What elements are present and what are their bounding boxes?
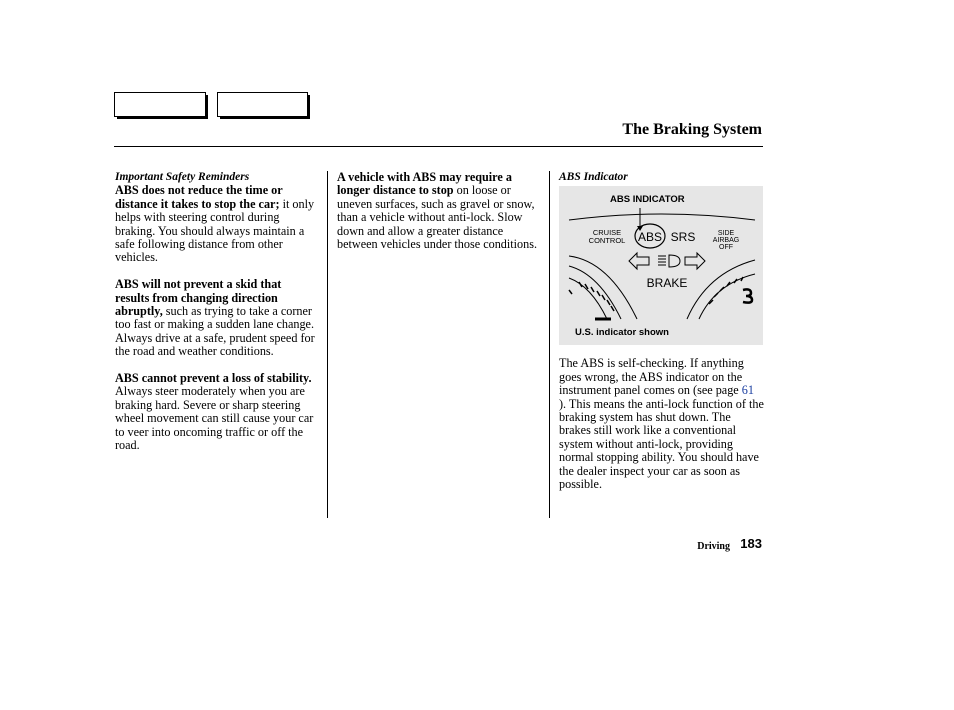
srs-warning-light: SRS xyxy=(670,230,696,245)
figure-caption: U.S. indicator shown xyxy=(575,327,669,339)
page-title: The Braking System xyxy=(622,121,762,138)
left-gauge-illustration xyxy=(569,256,637,319)
page-reference-link[interactable]: 61 xyxy=(741,383,754,398)
paragraph-bold-lead: A vehicle with ABS may require a longer distance to stop xyxy=(337,170,512,198)
side-airbag-line1: SIDE xyxy=(717,230,735,238)
paragraph-text: such as trying to take a corner too fast or making a sudden lane change. Always drive at a safe, prudent speed for the road and weather conditions. xyxy=(115,304,315,359)
left-turn-arrow-icon xyxy=(629,253,649,269)
headlight-icon xyxy=(658,255,680,267)
paragraph-abs-self-check xyxy=(559,357,764,491)
paragraph-text: on loose or uneven surfaces, such as gravel or snow, than a vehicle without anti-lock. Slow down and allow a greater distance between vehicles under those conditions. xyxy=(337,183,538,252)
cruise-label-line2: CONTROL xyxy=(588,236,626,246)
title-divider xyxy=(114,146,763,147)
page-number: 183 xyxy=(740,536,762,551)
paragraph-abs-stopping xyxy=(115,184,315,264)
column-safety-reminders xyxy=(115,171,315,466)
side-airbag-line3: OFF xyxy=(719,244,733,252)
paragraph-text: it only helps with steering control during braking. You should always maintain a safe following distance from other vehicles. xyxy=(115,196,315,265)
column-abs-indicator xyxy=(559,171,764,505)
nav-button-next[interactable] xyxy=(217,92,308,117)
paragraph-abs-skid xyxy=(115,278,315,358)
abs-indicator-heading: ABS Indicator xyxy=(559,171,628,183)
paragraph-abs-stability xyxy=(115,372,315,452)
abs-warning-light: ABS xyxy=(637,230,663,245)
nav-button-previous[interactable] xyxy=(114,92,206,117)
cruise-label-line1: CRUISE xyxy=(592,228,622,238)
footer-section-label: Driving xyxy=(697,541,730,552)
side-airbag-line2: AIRBAG xyxy=(712,237,740,245)
paragraph-bold-lead: ABS cannot prevent a loss of stability. xyxy=(115,371,312,386)
right-turn-arrow-icon xyxy=(685,253,705,269)
gauge-digit-icon xyxy=(743,290,752,303)
abs-indicator-figure xyxy=(559,186,763,345)
column-stopping-distance xyxy=(337,171,542,265)
paragraph-stopping-distance xyxy=(337,171,542,251)
paragraph-text: The ABS is self-checking. If anything goes wrong, the ABS indicator on the instrument panel comes on (see page xyxy=(559,356,744,398)
column-divider xyxy=(327,171,328,518)
column-divider xyxy=(549,171,550,518)
instrument-panel-illustration xyxy=(559,186,763,345)
paragraph-bold-lead: ABS will not prevent a skid that results from changing direction abruptly, xyxy=(115,277,282,319)
paragraph-text: ). This means the anti-lock function of the braking system has shut down. The brakes still work like a conventional system without anti-lock, providing normal stopping ability. You should have the dealer inspect your car as soon as possible. xyxy=(559,396,764,492)
brake-warning-light: BRAKE xyxy=(646,276,688,291)
paragraph-text: Always steer moderately when you are braking hard. Severe or sharp steering wheel movement can still cause your car to veer into oncoming traffic or off the road. xyxy=(115,384,314,453)
abs-indicator-callout: ABS INDICATOR xyxy=(610,194,685,206)
paragraph-bold-lead: ABS does not reduce the time or distance it takes to stop the car; xyxy=(115,183,283,211)
safety-reminders-heading: Important Safety Reminders xyxy=(115,171,250,183)
